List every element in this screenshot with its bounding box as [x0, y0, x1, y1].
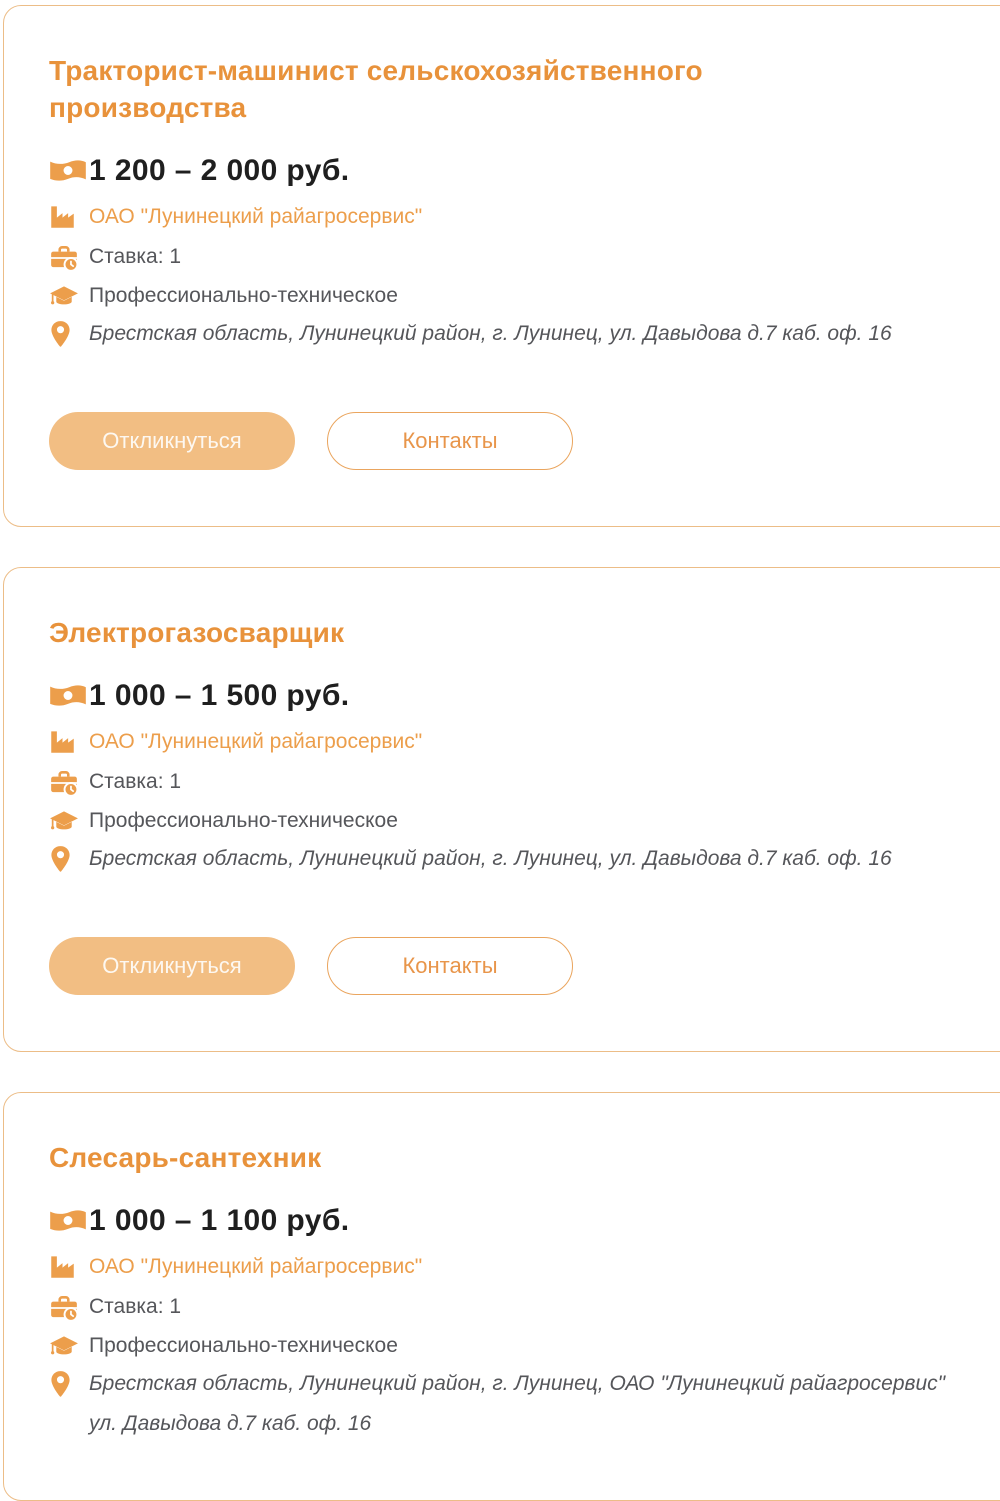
- address-row: [49, 314, 973, 354]
- rate-row: [49, 768, 973, 797]
- salary-value: 1 000 – 1 100 руб.: [89, 1204, 350, 1237]
- briefcase-clock-icon: [49, 243, 89, 272]
- graduation-cap-icon: [49, 282, 89, 305]
- address-row: [49, 1364, 973, 1444]
- salary-row: [49, 1203, 973, 1239]
- vacancy-title[interactable]: Слесарь-сантехник: [49, 1142, 322, 1173]
- contacts-button[interactable]: Контакты: [327, 937, 573, 995]
- company-row: [49, 728, 973, 756]
- card-actions: [49, 937, 973, 995]
- vacancy-card: [3, 1092, 1000, 1501]
- map-pin-icon: [49, 839, 89, 873]
- address-row: [49, 839, 973, 879]
- education-value: Профессионально-техническое: [89, 284, 398, 307]
- money-banknote-icon: [49, 1203, 89, 1235]
- salary-value: 1 200 – 2 000 руб.: [89, 154, 350, 187]
- company-link[interactable]: ОАО "Лунинецкий райагросервис": [89, 730, 423, 753]
- company-link[interactable]: ОАО "Лунинецкий райагросервис": [89, 1255, 423, 1278]
- rate-value: Ставка: 1: [89, 1295, 182, 1318]
- map-pin-icon: [49, 1364, 89, 1398]
- rate-value: Ставка: 1: [89, 770, 182, 793]
- graduation-cap-icon: [49, 1332, 89, 1355]
- company-link[interactable]: ОАО "Лунинецкий райагросервис": [89, 205, 423, 228]
- money-banknote-icon: [49, 678, 89, 710]
- vacancy-title[interactable]: Тракторист-машинист сельскохозяйственного производства: [49, 55, 703, 123]
- factory-icon: [49, 1253, 89, 1280]
- salary-row: [49, 678, 973, 714]
- salary-value: 1 000 – 1 500 руб.: [89, 679, 350, 712]
- map-pin-icon: [49, 314, 89, 348]
- salary-row: [49, 153, 973, 189]
- company-row: [49, 1253, 973, 1281]
- card-actions: [49, 412, 973, 470]
- factory-icon: [49, 203, 89, 230]
- education-row: [49, 1332, 973, 1360]
- briefcase-clock-icon: [49, 1293, 89, 1322]
- education-row: [49, 282, 973, 310]
- contacts-button[interactable]: Контакты: [327, 412, 573, 470]
- address-value: Брестская область, Лунинецкий район, г. Лунинец, ул. Давыдова д.7 каб. оф. 16: [89, 847, 892, 870]
- money-banknote-icon: [49, 153, 89, 185]
- rate-row: [49, 1293, 973, 1322]
- education-value: Профессионально-техническое: [89, 809, 398, 832]
- vacancy-card: [3, 5, 1000, 527]
- education-row: [49, 807, 973, 835]
- respond-button[interactable]: Откликнуться: [49, 412, 295, 470]
- rate-value: Ставка: 1: [89, 245, 182, 268]
- briefcase-clock-icon: [49, 768, 89, 797]
- education-value: Профессионально-техническое: [89, 1334, 398, 1357]
- graduation-cap-icon: [49, 807, 89, 830]
- respond-button[interactable]: Откликнуться: [49, 937, 295, 995]
- address-value: Брестская область, Лунинецкий район, г. Лунинец, ОАО "Лунинецкий райагросервис" ул. Давыдова д.7 каб. оф. 16: [89, 1372, 946, 1435]
- rate-row: [49, 243, 973, 272]
- vacancy-title[interactable]: Электрогазосварщик: [49, 617, 345, 648]
- company-row: [49, 203, 973, 231]
- vacancy-card: [3, 567, 1000, 1052]
- address-value: Брестская область, Лунинецкий район, г. Лунинец, ул. Давыдова д.7 каб. оф. 16: [89, 322, 892, 345]
- factory-icon: [49, 728, 89, 755]
